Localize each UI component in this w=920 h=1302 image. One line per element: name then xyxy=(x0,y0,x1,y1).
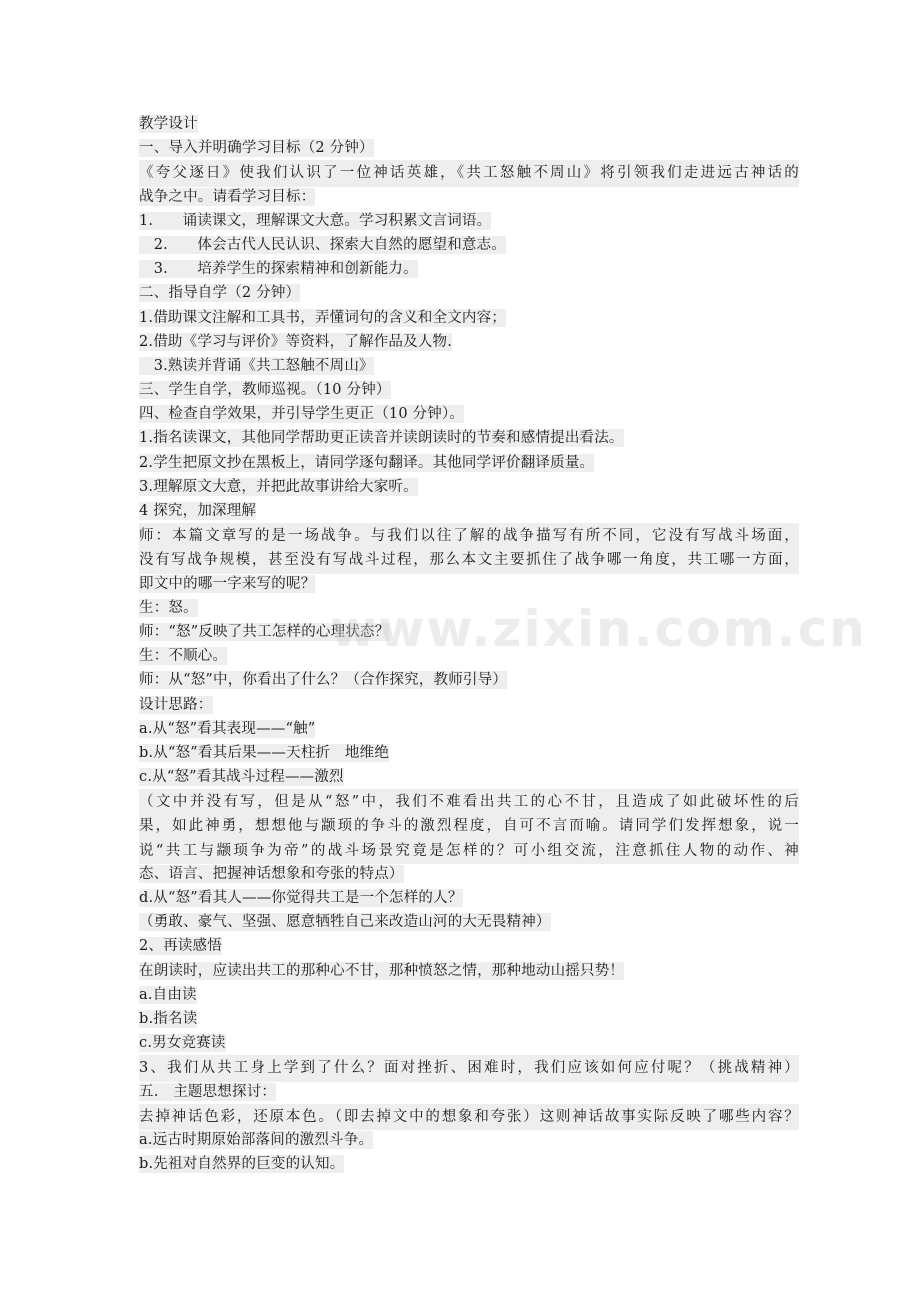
text-line-content: 三、学生自学，教师巡视。（10 分钟） xyxy=(139,382,391,399)
text-line-content: 教学设计 xyxy=(139,116,198,132)
text-line xyxy=(139,185,799,209)
text-line-content: b.先祖对自然界的巨变的认知。 xyxy=(139,1156,345,1173)
text-line xyxy=(139,547,799,571)
text-line xyxy=(139,378,799,402)
text-line-content: 4 探究，加深理解 xyxy=(139,503,257,519)
text-line xyxy=(139,813,799,837)
text-line-content: （文中并没有写，但是从“怒”中，我们不难看出共工的心不甘，且造成了如此破坏性的后 xyxy=(139,789,799,815)
text-line xyxy=(139,789,799,813)
text-line xyxy=(139,257,799,281)
text-line xyxy=(139,693,799,717)
text-line xyxy=(139,451,799,475)
text-line-content: 师：从“怒”中，你看出了什么？（合作探究，教师引导） xyxy=(139,672,508,689)
text-line-content: 一、导入并明确学习目标（2 分钟） xyxy=(139,140,374,157)
text-line xyxy=(139,499,799,523)
text-line-content: 《夸父逐日》使我们认识了一位神话英雄，《共工怒触不周山》将引领我们走进远古神话的 xyxy=(139,160,799,186)
text-line xyxy=(139,112,799,136)
text-line-content: 3、我们从共工身上学到了什么？面对挫折、困难时，我们应该如何应付呢？（挑战精神） xyxy=(139,1055,799,1081)
text-line xyxy=(139,1128,799,1152)
text-line xyxy=(139,306,799,330)
text-line-content: 五. 主题思想探讨： xyxy=(139,1083,277,1100)
text-line-content: 设计思路： xyxy=(139,696,213,713)
text-line-content: 去掉神话色彩，还原本色。（即去掉文中的想象和夸张）这则神话故事实际反映了哪些内容？ xyxy=(139,1104,799,1130)
text-line xyxy=(139,910,799,934)
text-line-content: a.自由读 xyxy=(139,986,197,1003)
text-line-content: （勇敢、豪气、坚强、愿意牺牲自己来改造山河的大无畏精神） xyxy=(139,914,551,931)
text-line xyxy=(139,983,799,1007)
text-line xyxy=(139,596,799,620)
text-line-content: b.指名读 xyxy=(139,1010,198,1027)
text-line-content: 在朗读时，应读出共工的那种心不甘，那种愤怒之情，那种地动山摇只势！ xyxy=(139,962,625,979)
text-line-content: a.从“怒”看其表现——“触” xyxy=(139,720,316,737)
text-line xyxy=(139,959,799,983)
document-body xyxy=(139,112,867,1176)
text-line-content: 2. 体会古代人民认识、探索大自然的愿望和意志。 xyxy=(139,236,507,253)
text-line-content: 师：“怒”反映了共工怎样的心理状态？ xyxy=(139,623,390,640)
text-line-content: 四、检查自学效果，并引导学生更正（10 分钟）。 xyxy=(139,406,465,423)
text-line xyxy=(139,330,799,354)
text-line xyxy=(139,402,799,426)
text-line-content: 生：怒。 xyxy=(139,599,198,616)
text-line xyxy=(139,475,799,499)
text-line xyxy=(139,886,799,910)
text-line xyxy=(139,136,799,160)
text-line xyxy=(139,1055,799,1079)
text-line-content: 果，如此神勇，想想他与颛顼的争斗的激烈程度，自可不言而喻。请同学们发挥想象，说一 xyxy=(139,813,799,839)
text-line xyxy=(139,717,799,741)
text-line xyxy=(139,862,799,886)
text-line xyxy=(139,354,799,378)
text-line-content: 即文中的哪一字来写的呢？ xyxy=(139,575,316,592)
text-line-content: 态、语言、把握神话想象和夸张的特点） xyxy=(139,865,404,882)
text-line xyxy=(139,1152,799,1176)
text-line xyxy=(139,1007,799,1031)
text-line-content: 1. 诵读课文，理解课文大意。学习积累文言词语。 xyxy=(139,212,492,229)
text-line-content: 1.借助课文注解和工具书，弄懂词句的含义和全文内容； xyxy=(139,309,507,326)
text-line-content: d.从“怒”看其人——你觉得共工是一个怎样的人？ xyxy=(139,890,463,906)
text-line xyxy=(139,741,799,765)
text-line xyxy=(139,934,799,958)
text-line xyxy=(139,209,799,233)
text-line xyxy=(139,523,799,547)
text-line xyxy=(139,1080,799,1104)
text-line-content: a.远古时期原始部落间的激烈斗争。 xyxy=(139,1131,374,1148)
text-line-content: 2.借助《学习与评价》等资料，了解作品及人物. xyxy=(139,333,453,350)
text-line xyxy=(139,644,799,668)
text-line xyxy=(139,233,799,257)
text-line-content: 没有写战争规模，甚至没有写战斗过程，那么本文主要抓住了战争哪一角度，共工哪一方面， xyxy=(139,547,799,573)
text-line xyxy=(139,620,799,644)
text-line-content: 3.理解原文大意，并把此故事讲给大家听。 xyxy=(139,478,418,495)
text-line-content: 说“共工与颛顼争为帝”的战斗场景究竟是怎样的？可小组交流，注意抓住人物的动作、神 xyxy=(139,838,799,864)
text-line-content: 师：本篇文章写的是一场战争。与我们以往了解的战争描写有所不同，它没有写战斗场面， xyxy=(139,523,799,549)
text-line-content: 战争之中。请看学习目标： xyxy=(139,188,316,205)
text-line-content: 生：不顺心。 xyxy=(139,648,228,665)
text-line xyxy=(139,1031,799,1055)
text-line-content: 3.熟读并背诵《共工怒触不周山》 xyxy=(139,357,374,374)
text-line xyxy=(139,160,799,184)
text-line-content: 2.学生把原文抄在黑板上，请同学逐句翻译。其他同学评价翻译质量。 xyxy=(139,454,595,471)
text-line-content: c.男女竞赛读 xyxy=(139,1035,226,1052)
text-line-content: 3. 培养学生的探索精神和创新能力。 xyxy=(139,261,418,278)
text-line xyxy=(139,838,799,862)
text-line xyxy=(139,668,799,692)
text-line xyxy=(139,426,799,450)
text-line xyxy=(139,1104,799,1128)
text-line xyxy=(139,572,799,596)
text-line xyxy=(139,765,799,789)
text-line-content: 2、再读感悟 xyxy=(139,938,222,955)
text-line-content: c.从“怒”看其战斗过程——激烈 xyxy=(139,769,344,786)
text-line-content: b.从“怒”看其后果——天柱折 地维绝 xyxy=(139,744,390,761)
text-line xyxy=(139,281,799,305)
text-line-content: 二、指导自学（2 分钟） xyxy=(139,285,301,302)
text-line-content: 1.指名读课文，其他同学帮助更正读音并读朗读时的节奏和感情提出看法。 xyxy=(139,430,624,447)
watermark-text: www.zixin.com.cn xyxy=(330,600,867,658)
